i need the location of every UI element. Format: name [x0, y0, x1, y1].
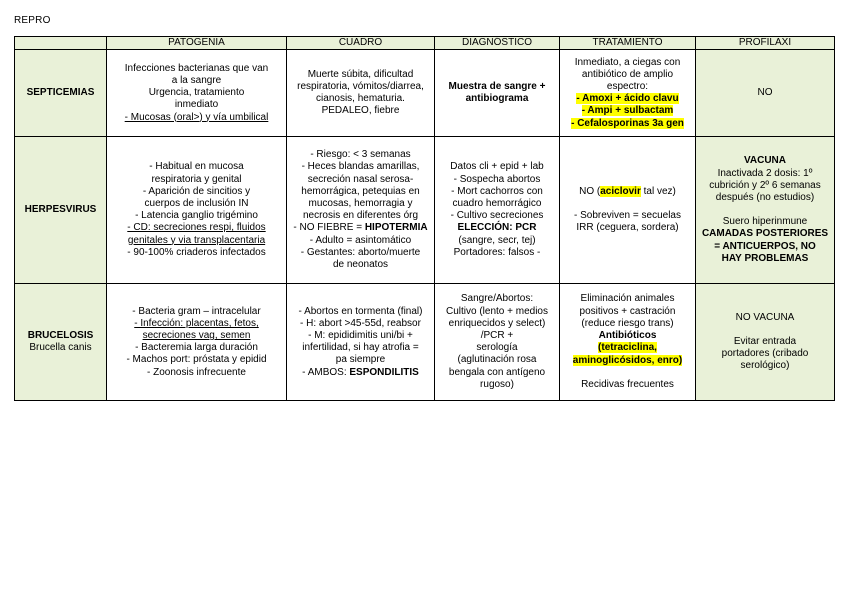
cell-line: necrosis en diferentes órg [302, 210, 419, 222]
cell-line: - Zoonosis infrecuente [147, 366, 246, 378]
cell-line: - 90-100% criaderos infectados [127, 246, 266, 258]
cell-line: hemorrágica, petequias en [301, 185, 420, 197]
cell-tratamiento [560, 137, 696, 284]
cell-line: cuerpos de inclusión IN [144, 198, 249, 209]
cell-line: - Adulto = asintomático [309, 234, 412, 246]
cell-line: Cultivo (lento + medios [446, 305, 548, 317]
cell-line: - Latencia ganglio trigémino [135, 210, 258, 222]
header-empty [15, 37, 107, 50]
cell-line: secreciones vag, semen [142, 330, 251, 341]
cell-line: - Heces blandas amarillas, [301, 161, 420, 173]
header-tratamiento: TRATAMIENTO [560, 37, 696, 50]
cell-line: - Abortos en tormenta (final) [298, 305, 423, 317]
cell-line: después (no estudios) [715, 192, 815, 203]
cell-line: serológico) [740, 360, 790, 372]
cell-line: pa siempre [335, 354, 386, 366]
cell-line: positivos + castración [579, 305, 676, 317]
cell-diagnostico [435, 137, 560, 284]
cell-line: Recidivas frecuentes [581, 378, 674, 390]
page-title: REPRO [14, 15, 51, 26]
cell-line: serología [476, 342, 518, 354]
cell-profilaxi [696, 50, 835, 137]
cell-line: mucosas, hemorragia y [308, 198, 413, 209]
cell-line: - Riesgo: < 3 semanas [310, 149, 411, 161]
cell-line: Evitar entrada [733, 336, 797, 347]
row-header-septicemias [15, 50, 107, 137]
table-row [15, 137, 835, 284]
cell-line: tal vez) [640, 185, 676, 197]
cell-line: CAMADAS POSTERIORES [701, 228, 829, 240]
cell-line: infertilidad, si hay atrofia = [302, 342, 419, 354]
header-row [15, 37, 835, 50]
cell-line: - Aparición de sincitios y [142, 185, 251, 197]
hypothermia-emphasis: HIPOTERMIA [364, 222, 428, 234]
cell-line: NO [757, 87, 773, 99]
spondylitis-emphasis: ESPONDILITIS [349, 366, 419, 378]
cell-line: NO VACUNA [735, 311, 795, 323]
cell-line: genitales y via transplacentaria [127, 234, 266, 246]
cell-line: Inmediato, a ciegas con [574, 56, 681, 68]
cell-profilaxi [696, 137, 835, 284]
cell-line: respiratoria, vómitos/diarrea, [297, 81, 424, 92]
cell-cuadro [287, 284, 435, 401]
cell-line: - CD: secreciones respi, fluidos [127, 222, 266, 234]
disease-name: HERPESVIRUS [24, 204, 97, 216]
cell-profilaxi [696, 284, 835, 401]
cell-diagnostico [435, 50, 560, 137]
cell-line: PEDALEO, fiebre [321, 105, 400, 117]
highlight-drug: - Cefalosporinas 3a gen [571, 117, 684, 129]
cell-line: - M: epididimitis uni/bi + [308, 330, 413, 341]
cell-line: cubrición y 2º 6 semanas [709, 179, 821, 191]
cell-line: - Cultivo secreciones [450, 210, 544, 222]
header-profilaxi: PROFILAXI [696, 37, 835, 50]
cell-line: Portadores: falsos - [453, 246, 541, 258]
header-patogenia: PATOGENIA [107, 37, 287, 50]
cell-line: /PCR + [480, 330, 514, 341]
cell-line: inmediato [174, 99, 219, 111]
cell-line: - Mucosas (oral>) y vía umbilical [124, 111, 269, 123]
repro-table [14, 36, 835, 401]
cell-line: Datos cli + epid + lab [450, 161, 544, 173]
cell-line: Infecciones bacterianas que van [124, 62, 269, 74]
cell-line: cianosis, hematuria. [316, 93, 405, 105]
cell-line: - NO FIEBRE = [293, 222, 365, 234]
cell-patogenia [107, 284, 287, 401]
cell-line: Eliminación animales [580, 293, 675, 305]
cell-line: espectro: [606, 81, 649, 92]
cell-line: - H: abort >45-55d, reabsor [300, 317, 421, 329]
cell-cuadro [287, 50, 435, 137]
cell-line: VACUNA [743, 155, 787, 167]
cell-line: Urgencia, tratamiento [148, 87, 245, 99]
cell-line: - Sospecha abortos [453, 173, 541, 185]
cell-cuadro [287, 137, 435, 284]
cell-tratamiento [560, 50, 696, 137]
cell-line: - Habitual en mucosa [149, 161, 244, 173]
row-header-herpesvirus [15, 137, 107, 284]
cell-line: - AMBOS: [302, 366, 350, 378]
highlight-drug: aminoglicósidos, enro) [572, 354, 683, 366]
cell-line: antibiograma [465, 93, 529, 105]
cell-line: ELECCIÓN: PCR [457, 222, 537, 234]
cell-line: - Mort cachorros con [451, 185, 543, 197]
highlight-drug: - Ampi + sulbactam [581, 105, 674, 117]
cell-line: - Sobreviven = secuelas [573, 210, 681, 222]
cell-line: Antibióticos [598, 330, 657, 342]
row-header-brucelosis [15, 284, 107, 401]
cell-line: a la sangre [171, 74, 222, 86]
header-cuadro: CUADRO [287, 37, 435, 50]
cell-line: portadores (cribado [721, 348, 809, 360]
table-row [15, 50, 835, 137]
cell-line: - Infección: placentas, fetos, [134, 317, 259, 329]
cell-diagnostico [435, 284, 560, 401]
cell-line: - Machos port: próstata y epidid [126, 354, 267, 366]
cell-line: de neonatos [332, 259, 389, 271]
highlight-drug: aciclovir [600, 185, 641, 197]
disease-agent: Brucella canis [29, 342, 92, 354]
cell-line: HAY PROBLEMAS [721, 252, 809, 264]
cell-line: secreción nasal serosa- [307, 173, 414, 185]
disease-name: SEPTICEMIAS [26, 87, 95, 99]
cell-line: - Bacteria gram – intracelular [132, 305, 261, 317]
cell-line: bengala con antígeno [448, 366, 546, 378]
highlight-drug: (tetraciclina, [598, 342, 657, 354]
cell-line: Suero hiperinmune [722, 216, 808, 228]
highlight-drug: - Amoxi + ácido clavu [576, 93, 679, 105]
cell-tratamiento [560, 284, 696, 401]
table-row [15, 284, 835, 401]
cell-line: - Gestantes: aborto/muerte [300, 246, 421, 258]
cell-line: enriquecidos y select) [448, 317, 546, 329]
cell-line: (reduce riesgo trans) [581, 317, 674, 329]
cell-line: cuadro hemorrágico [452, 198, 542, 209]
disease-name: BRUCELOSIS [27, 330, 94, 341]
cell-line: IRR (ceguera, sordera) [576, 222, 679, 234]
cell-line: antibiótico de amplio [581, 68, 674, 80]
cell-line: Muestra de sangre + [448, 81, 546, 92]
cell-line: rugoso) [480, 378, 514, 390]
cell-line: - Bacteremia larga duración [135, 342, 258, 354]
cell-line: Sangre/Abortos: [460, 293, 534, 305]
cell-line: (aglutinación rosa [457, 354, 537, 366]
header-diagnostico: DIAGNÓSTICO [435, 37, 560, 50]
cell-patogenia [107, 50, 287, 137]
cell-line: (sangre, secr, tej) [458, 234, 536, 246]
cell-line: respiratoria y genital [151, 173, 242, 185]
cell-patogenia [107, 137, 287, 284]
cell-line: = ANTICUERPOS, NO [714, 240, 816, 252]
cell-line: Muerte súbita, dificultad [307, 68, 414, 80]
cell-line: NO ( [579, 185, 601, 197]
cell-line: Inactivada 2 dosis: 1º [717, 167, 813, 179]
